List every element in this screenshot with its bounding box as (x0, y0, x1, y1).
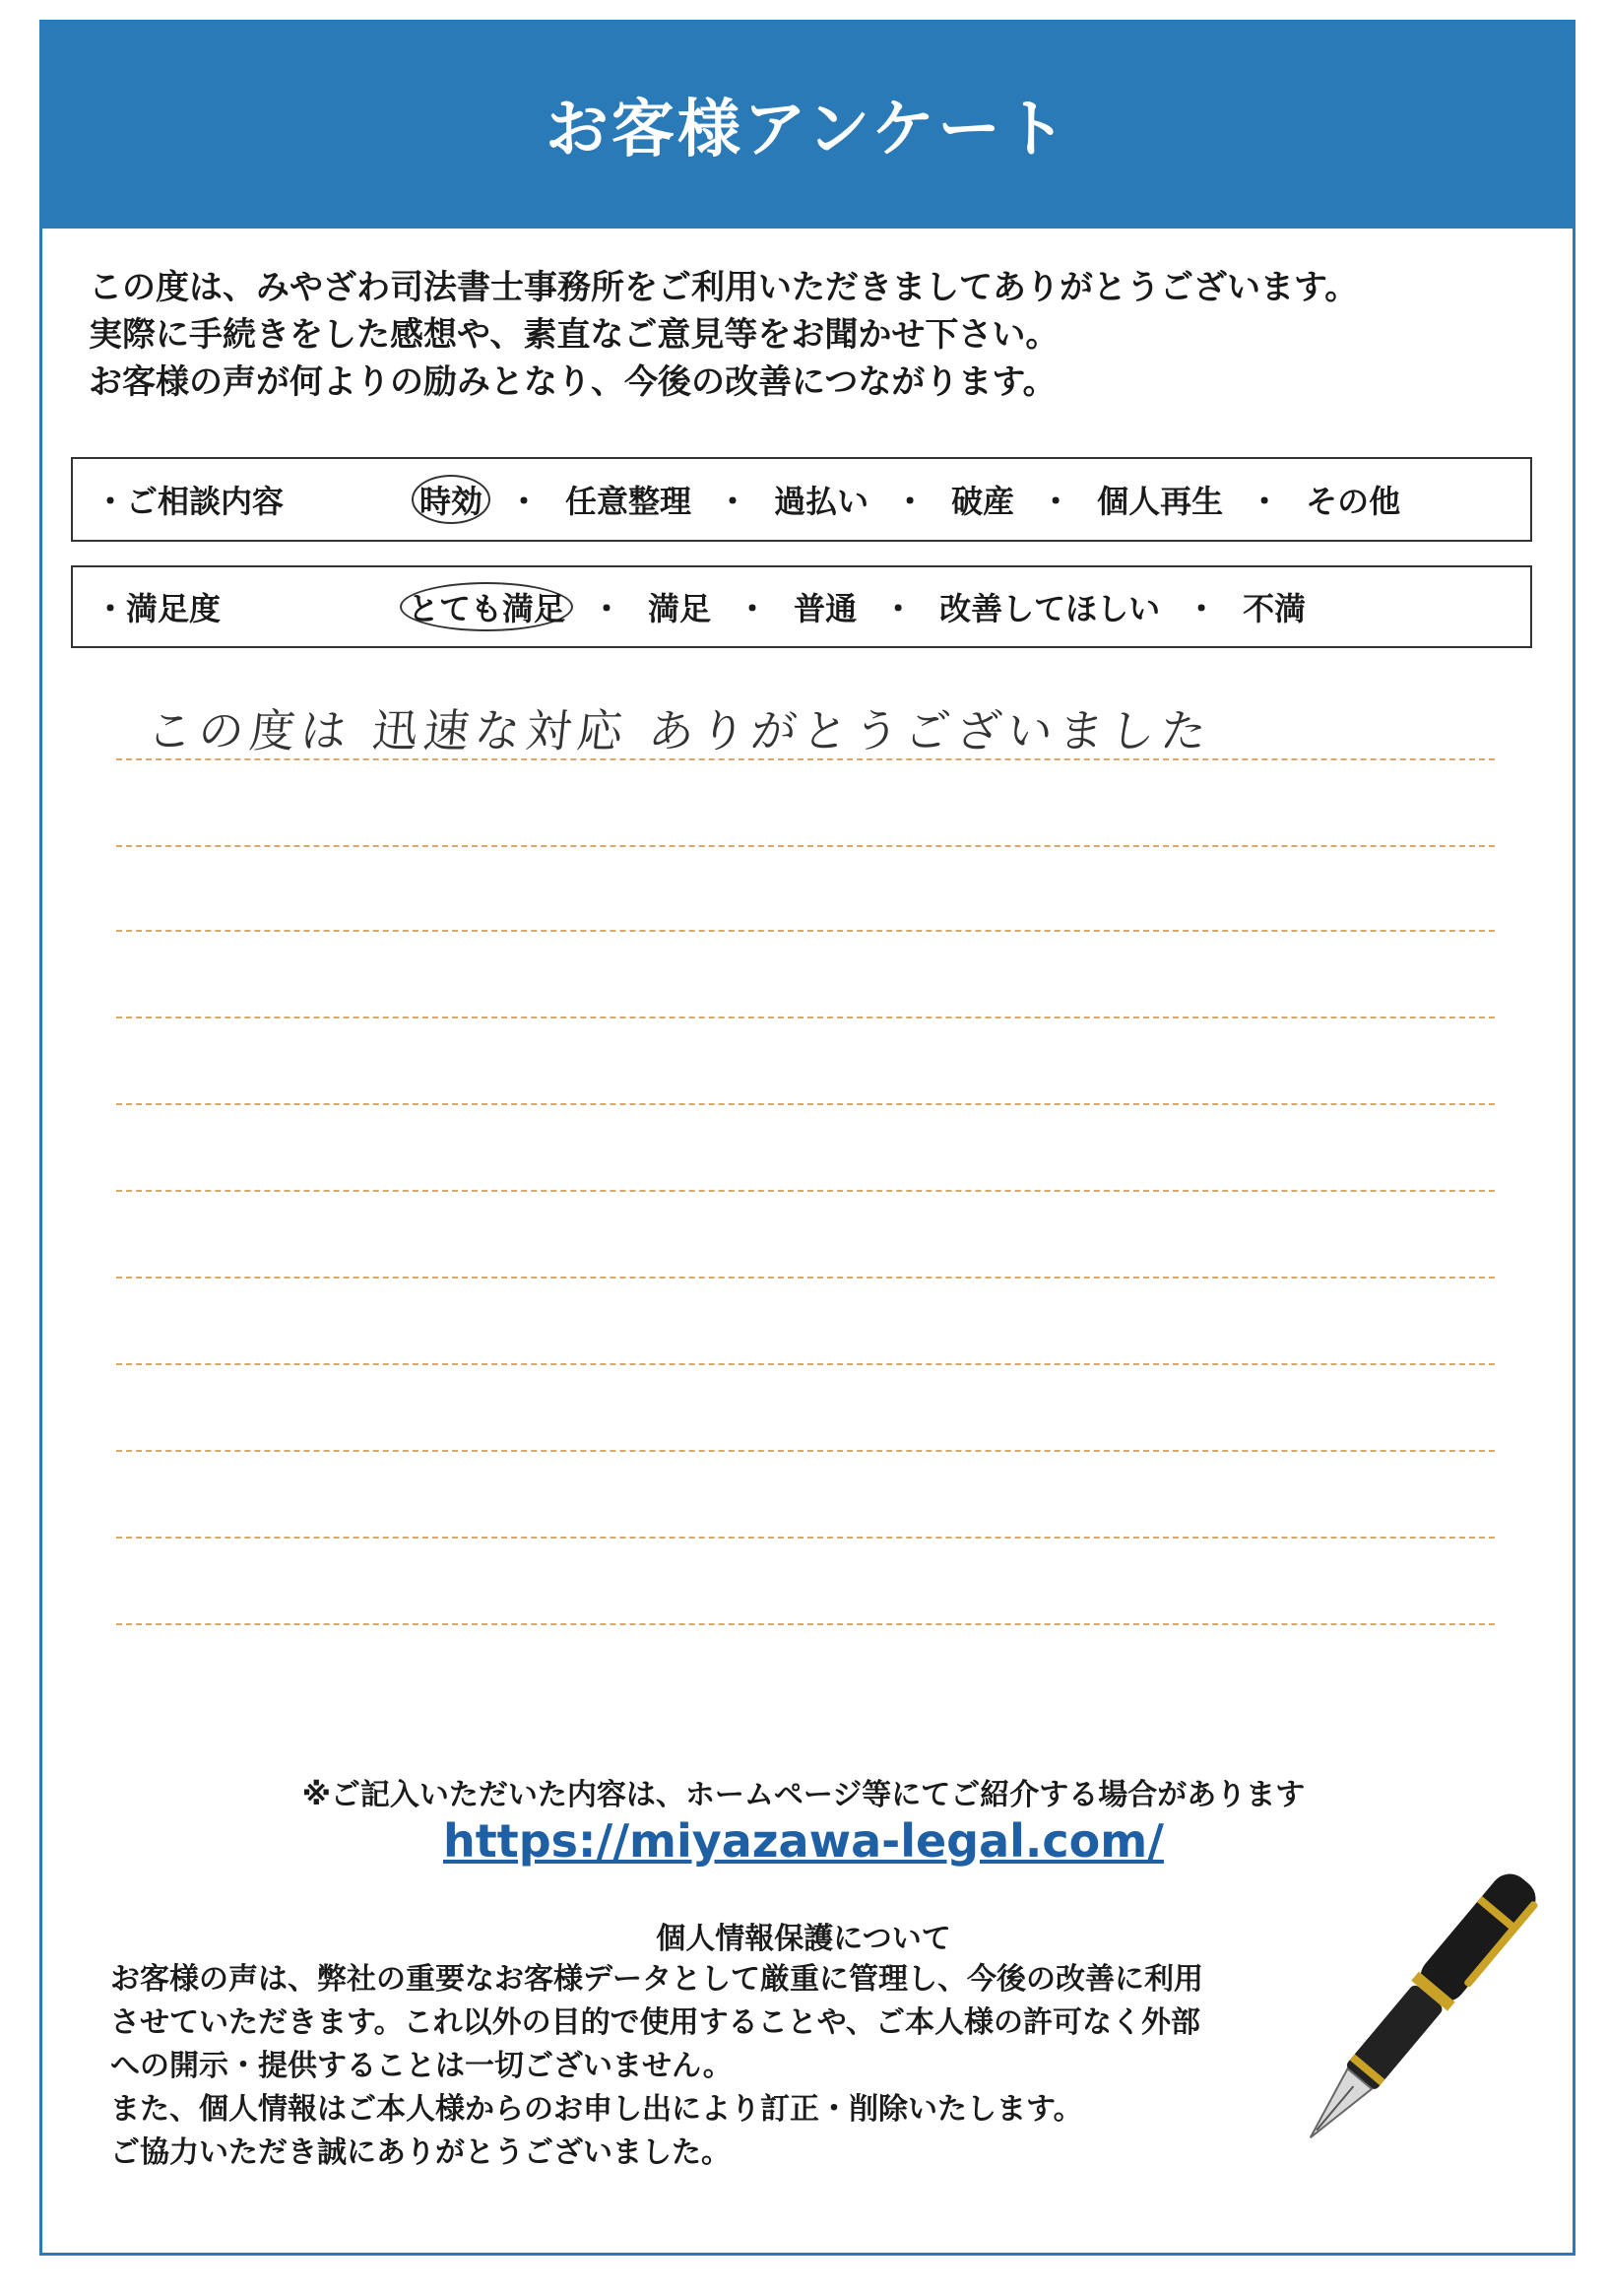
satisfaction-box (71, 565, 1532, 648)
comment-line (116, 1363, 1495, 1365)
consultation-option-selected[interactable]: 時効 (412, 475, 490, 524)
intro-line: この度は、みやざわ司法書士事務所をご利用いただきましてありがとうございます。 (89, 268, 1359, 307)
intro-line: 実際に手続きをした感想や、素直なご意見等をお聞かせ下さい。 (89, 315, 1060, 355)
comment-handwriting: この度は 迅速な対応 ありがとうございました (144, 704, 1215, 757)
comment-line (116, 1450, 1495, 1452)
comment-line (116, 1190, 1495, 1192)
survey-header (39, 20, 1575, 229)
privacy-line: させていただきます。これ以外の目的で使用することや、ご本人様の許可なく外部 (110, 2005, 1200, 2040)
consultation-option[interactable]: 任意整理 (565, 483, 692, 520)
intro-text (89, 264, 1526, 406)
comment-line (116, 1537, 1495, 1539)
comment-line (116, 1623, 1495, 1625)
comment-line (116, 1103, 1495, 1105)
privacy-line: ご協力いただき誠にありがとうございました。 (110, 2135, 731, 2170)
satisfaction-options (408, 582, 1306, 631)
privacy-text (110, 1958, 1331, 2175)
consultation-option[interactable]: 破産 (951, 483, 1015, 520)
separator: ・ (1040, 483, 1072, 520)
consultation-options (419, 475, 1400, 524)
satisfaction-label: ・満足度 (95, 590, 222, 627)
comment-line (116, 1017, 1495, 1018)
satisfaction-option[interactable]: 満足 (648, 590, 712, 627)
fountain-pen-icon (1280, 1852, 1556, 2167)
comment-line (116, 845, 1495, 847)
separator: ・ (591, 590, 623, 627)
separator: ・ (1186, 590, 1218, 627)
website-link[interactable]: https://miyazawa-legal.com/ (443, 1814, 1164, 1868)
separator: ・ (737, 590, 769, 627)
consultation-option[interactable]: その他 (1306, 483, 1401, 520)
consultation-option[interactable]: 過払い (774, 483, 869, 520)
consultation-option[interactable]: 個人再生 (1097, 483, 1224, 520)
comment-line (116, 758, 1495, 760)
privacy-title: 個人情報保護について (656, 1922, 951, 1956)
comment-line (116, 930, 1495, 932)
separator: ・ (882, 590, 915, 627)
publication-notice: ※ご記入いただいた内容は、ホームページ等にてご紹介する場合があります (301, 1778, 1306, 1812)
separator: ・ (1249, 483, 1281, 520)
separator: ・ (508, 483, 541, 520)
satisfaction-option-selected[interactable]: とても満足 (400, 582, 573, 631)
consultation-label: ・ご相談内容 (95, 483, 285, 520)
satisfaction-option[interactable]: 普通 (794, 590, 858, 627)
privacy-line: お客様の声は、弊社の重要なお客様データとして厳重に管理し、今後の改善に利用 (110, 1962, 1203, 1997)
separator: ・ (894, 483, 927, 520)
page-title: お客様アンケート (545, 94, 1070, 166)
privacy-line: への開示・提供することは一切ございません。 (110, 2049, 733, 2083)
satisfaction-option[interactable]: 改善してほしい (939, 590, 1161, 627)
satisfaction-option[interactable]: 不満 (1243, 590, 1307, 627)
separator: ・ (717, 483, 749, 520)
intro-line: お客様の声が何よりの励みとなり、今後の改善につながります。 (89, 362, 1057, 402)
privacy-line: また、個人情報はご本人様からのお申し出により訂正・削除いたします。 (110, 2092, 1083, 2127)
comment-line (116, 1277, 1495, 1279)
consultation-box (71, 457, 1532, 542)
